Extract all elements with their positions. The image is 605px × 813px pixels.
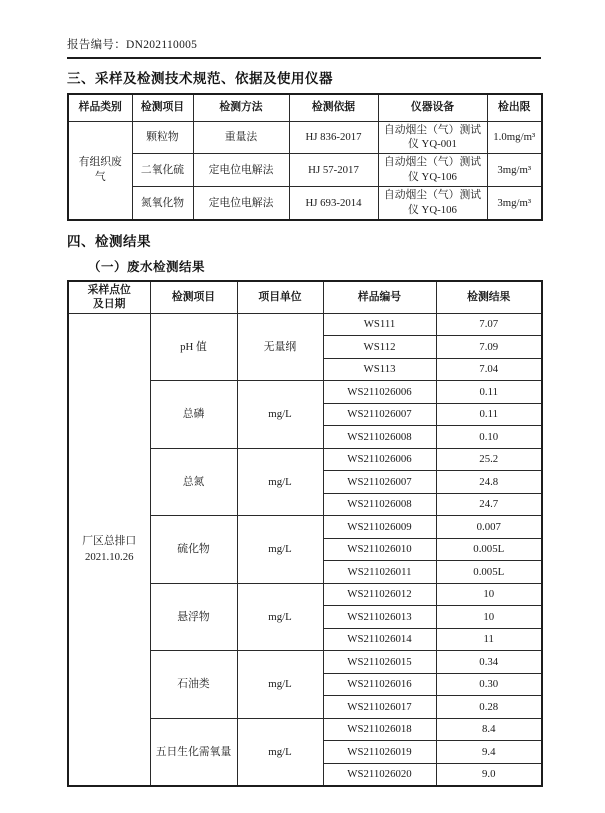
parameter-unit-cell: mg/L <box>237 516 323 584</box>
sample-category-cell: 有组织废气 <box>68 121 132 220</box>
sample-id-cell: WS211026006 <box>323 448 436 471</box>
col-header-test-item: 检测项目 <box>132 94 193 121</box>
parameter-unit-cell: mg/L <box>237 651 323 719</box>
test-method-cell: 重量法 <box>193 121 289 154</box>
result-value-cell: 0.11 <box>436 403 542 426</box>
sample-id-cell: WS111 <box>323 313 436 336</box>
sample-id-cell: WS211026006 <box>323 381 436 404</box>
result-value-cell: 10 <box>436 583 542 606</box>
col-header-sampling-point <box>68 281 150 314</box>
test-method-cell: 定电位电解法 <box>193 187 289 220</box>
section-4-title: 四、检测结果 <box>67 233 151 249</box>
sample-id-cell: WS211026010 <box>323 538 436 561</box>
result-value-cell: 7.07 <box>436 313 542 336</box>
sample-id-cell: WS211026014 <box>323 628 436 651</box>
sample-id-cell: WS211026008 <box>323 493 436 516</box>
test-basis-cell: HJ 836-2017 <box>289 121 378 154</box>
sample-id-cell: WS211026017 <box>323 696 436 719</box>
result-value-cell: 0.30 <box>436 673 542 696</box>
result-value-cell: 0.28 <box>436 696 542 719</box>
result-value-cell: 9.4 <box>436 741 542 764</box>
sampling-point-cell <box>68 313 150 786</box>
parameter-unit-cell: 无量纲 <box>237 313 323 381</box>
result-value-cell: 8.4 <box>436 718 542 741</box>
sample-id-cell: WS211026019 <box>323 741 436 764</box>
section-3-title: 三、采样及检测技术规范、依据及使用仪器 <box>67 71 333 86</box>
sampling-point-header-line1: 采样点位 <box>87 283 131 296</box>
sample-id-cell: WS112 <box>323 336 436 359</box>
result-value-cell: 11 <box>436 628 542 651</box>
result-value-cell: 25.2 <box>436 448 542 471</box>
instrument-row <box>68 187 542 220</box>
instrument-row <box>68 121 542 154</box>
parameter-name-cell: 总氮 <box>150 448 237 516</box>
detection-limit-cell: 1.0mg/m³ <box>487 121 542 154</box>
parameter-name-cell: 五日生化需氧量 <box>150 718 237 786</box>
result-value-cell: 0.11 <box>436 381 542 404</box>
col-header-instrument: 仪器设备 <box>378 94 487 121</box>
wastewater-results-table <box>67 280 543 787</box>
parameter-unit-cell: mg/L <box>237 583 323 651</box>
test-basis-cell: HJ 57-2017 <box>289 154 378 187</box>
col-header-result: 检测结果 <box>436 281 542 314</box>
sample-id-cell: WS113 <box>323 358 436 381</box>
sample-id-cell: WS211026020 <box>323 763 436 786</box>
parameter-name-cell: 总磷 <box>150 381 237 449</box>
sample-id-cell: WS211026015 <box>323 651 436 674</box>
instrument-cell: 自动烟尘（气）测试仪 YQ-106 <box>378 187 487 220</box>
instrument-cell: 自动烟尘（气）测试仪 YQ-001 <box>378 121 487 154</box>
parameter-name-cell: 石油类 <box>150 651 237 719</box>
test-item-cell: 二氧化硫 <box>132 154 193 187</box>
detection-limit-cell: 3mg/m³ <box>487 187 542 220</box>
result-value-cell: 9.0 <box>436 763 542 786</box>
result-value-cell: 7.04 <box>436 358 542 381</box>
sampling-date: 2021.10.26 <box>84 551 134 564</box>
sampling-point-header-line2: 及日期 <box>93 298 126 311</box>
subsection-title: （一）废水检测结果 <box>88 259 206 274</box>
result-value-cell: 10 <box>436 606 542 629</box>
page-content <box>67 0 541 787</box>
result-value-cell: 0.007 <box>436 516 542 539</box>
col-header-test-basis: 检测依据 <box>289 94 378 121</box>
header-divider <box>67 57 541 59</box>
test-basis-cell: HJ 693-2014 <box>289 187 378 220</box>
results-table-header-row <box>68 281 542 314</box>
parameter-name-cell: pH 值 <box>150 313 237 381</box>
instrument-cell: 自动烟尘（气）测试仪 YQ-106 <box>378 154 487 187</box>
instrument-row <box>68 154 542 187</box>
instrument-table-header-row <box>68 94 542 121</box>
sample-id-cell: WS211026007 <box>323 403 436 426</box>
parameter-name-cell: 悬浮物 <box>150 583 237 651</box>
result-row <box>68 313 542 336</box>
sample-id-cell: WS211026008 <box>323 426 436 449</box>
col-header-unit: 项目单位 <box>237 281 323 314</box>
parameter-unit-cell: mg/L <box>237 448 323 516</box>
parameter-unit-cell: mg/L <box>237 381 323 449</box>
detection-limit-cell: 3mg/m³ <box>487 154 542 187</box>
report-number-label: 报告编号： <box>67 39 126 51</box>
parameter-unit-cell: mg/L <box>237 718 323 786</box>
col-header-detection-limit: 检出限 <box>487 94 542 121</box>
test-item-cell: 颗粒物 <box>132 121 193 154</box>
sample-id-cell: WS211026018 <box>323 718 436 741</box>
result-value-cell: 0.34 <box>436 651 542 674</box>
sampling-point-name: 厂区总排口 <box>82 534 137 547</box>
col-header-sample-id: 样品编号 <box>323 281 436 314</box>
sample-id-cell: WS211026016 <box>323 673 436 696</box>
instrument-table <box>67 93 543 221</box>
parameter-name-cell: 硫化物 <box>150 516 237 584</box>
test-item-cell: 氮氧化物 <box>132 187 193 220</box>
result-value-cell: 7.09 <box>436 336 542 359</box>
result-value-cell: 0.005L <box>436 561 542 584</box>
report-number-value: DN202110005 <box>126 39 198 51</box>
col-header-parameter: 检测项目 <box>150 281 237 314</box>
sample-id-cell: WS211026009 <box>323 516 436 539</box>
result-value-cell: 24.7 <box>436 493 542 516</box>
sample-id-cell: WS211026011 <box>323 561 436 584</box>
result-value-cell: 0.10 <box>436 426 542 449</box>
result-value-cell: 0.005L <box>436 538 542 561</box>
sample-id-cell: WS211026013 <box>323 606 436 629</box>
sample-id-cell: WS211026007 <box>323 471 436 494</box>
result-value-cell: 24.8 <box>436 471 542 494</box>
sample-id-cell: WS211026012 <box>323 583 436 606</box>
report-number-line <box>67 36 541 52</box>
col-header-sample-category: 样品类别 <box>68 94 132 121</box>
col-header-test-method: 检测方法 <box>193 94 289 121</box>
test-method-cell: 定电位电解法 <box>193 154 289 187</box>
